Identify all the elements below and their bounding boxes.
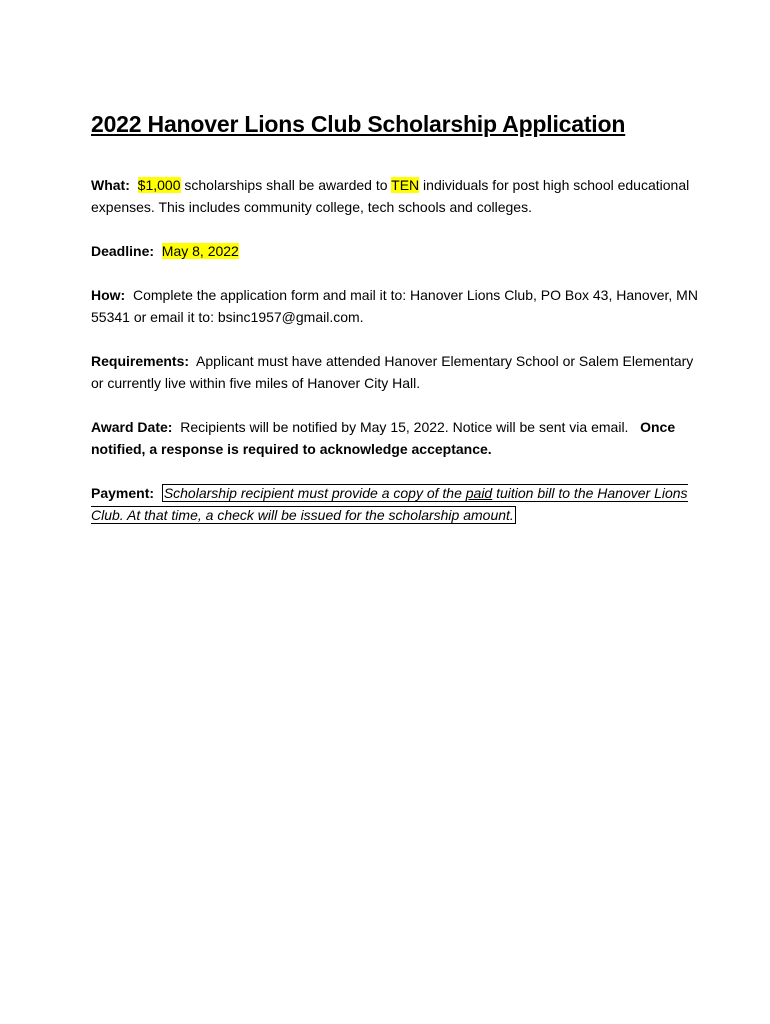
document-title: 2022 Hanover Lions Club Scholarship Application [91,111,626,137]
how-paragraph [91,284,701,328]
what-label: What: [91,177,130,193]
document-page [91,108,701,526]
award-date-emphasis: Once notified, a response is required to acknowledge acceptance. [91,419,676,457]
payment-label: Payment: [91,485,155,501]
how-text: Complete the application form and mail it to: Hanover Lions Club, PO Box 43, Hanover, MN 55341 or email it to: bsinc1957@gmail.com. [91,287,698,325]
what-text-b: individuals for post high school educational expenses. This includes community college, tech schools and colleges. [91,177,690,215]
requirements-text: Applicant must have attended Hanover Elementary School or Salem Elementary or currently live within five miles of Hanover City Hall. [91,353,694,391]
award-date-paragraph [91,416,701,460]
requirements-paragraph [91,350,701,394]
what-text-a: scholarships shall be awarded to [180,177,392,193]
deadline-date: May 8, 2022 [161,243,239,259]
payment-text-a: Scholarship recipient must provide a copy of the [163,485,466,501]
payment-boxed-text [91,484,688,524]
payment-paragraph [91,482,701,526]
deadline-label: Deadline: [91,243,155,259]
deadline-paragraph [91,240,701,262]
scholarship-amount: $1,000 [137,177,181,193]
payment-text-b: tuition bill to the Hanover Lions Club. At that time, a check will be issued for the scholarship amount. [91,485,688,523]
award-date-label: Award Date: [91,419,173,435]
award-date-text: Recipients will be notified by May 15, 2022. Notice will be sent via email. [180,419,629,435]
how-label: How: [91,287,126,303]
what-paragraph [91,174,701,218]
payment-underlined-word: paid [465,485,493,501]
scholarship-count: TEN [391,177,420,193]
requirements-label: Requirements: [91,353,190,369]
